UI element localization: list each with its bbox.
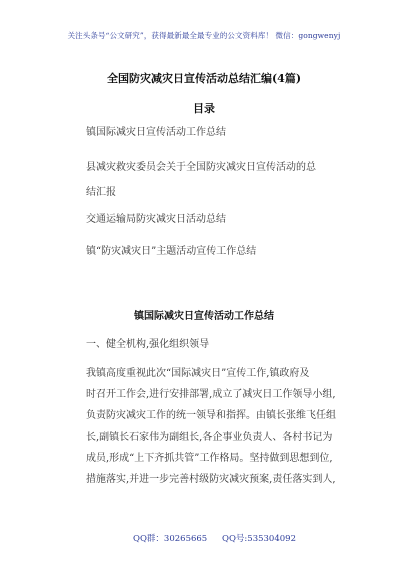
section-title: 镇国际减灾日宣传活动工作总结 [134,311,274,322]
toc-item-continuation: 结汇报 [86,187,116,198]
paragraph-line: 成员,形成“上下齐抓共管”工作格局。坚持做到思想到位, [86,452,333,464]
document-title: 全国防灾减灾日宣传活动总结汇编(4篇) [106,72,302,85]
toc-item: 镇国际减灾日宣传活动工作总结 [86,127,226,138]
promo-banner: 关注头条号“公文研究”，获得最新最全最专业的公文资料库！ 微信：gongwenyj [67,31,341,40]
toc-item: 县减灾救灾委员会关于全国防灾减灾日宣传活动的总 [86,162,316,173]
paragraph-line: 时召开工作会,进行安排部署,成立了减灾日工作领导小组, [86,389,336,401]
toc-heading: 目录 [193,102,215,115]
toc-item: 镇“防灾减灾日”主题活动宣传工作总结 [86,246,257,257]
paragraph-line: 我镇高度重视此次“国际减灾日”宣传工作,镇政府及 [86,368,310,379]
qq-group-number: QQ群：30265665 [133,534,208,544]
body-paragraph [86,363,374,490]
toc-item: 交通运输局防灾减灾日活动总结 [86,214,226,225]
paragraph-line: 措施落实,并进一步完善村级防灾减灾预案,责任落实到人, [86,474,336,486]
paragraph-line: 负责防灾减灾工作的统一领导和指挥。由镇长张维飞任组 [86,410,336,422]
section-subheading: 一、健全机构,强化组织领导 [86,339,210,350]
qq-number: QQ号:535304092 [222,534,296,544]
paragraph-line: 长,副镇长石家伟为副组长,各企事业负责人、各村书记为 [86,431,333,443]
